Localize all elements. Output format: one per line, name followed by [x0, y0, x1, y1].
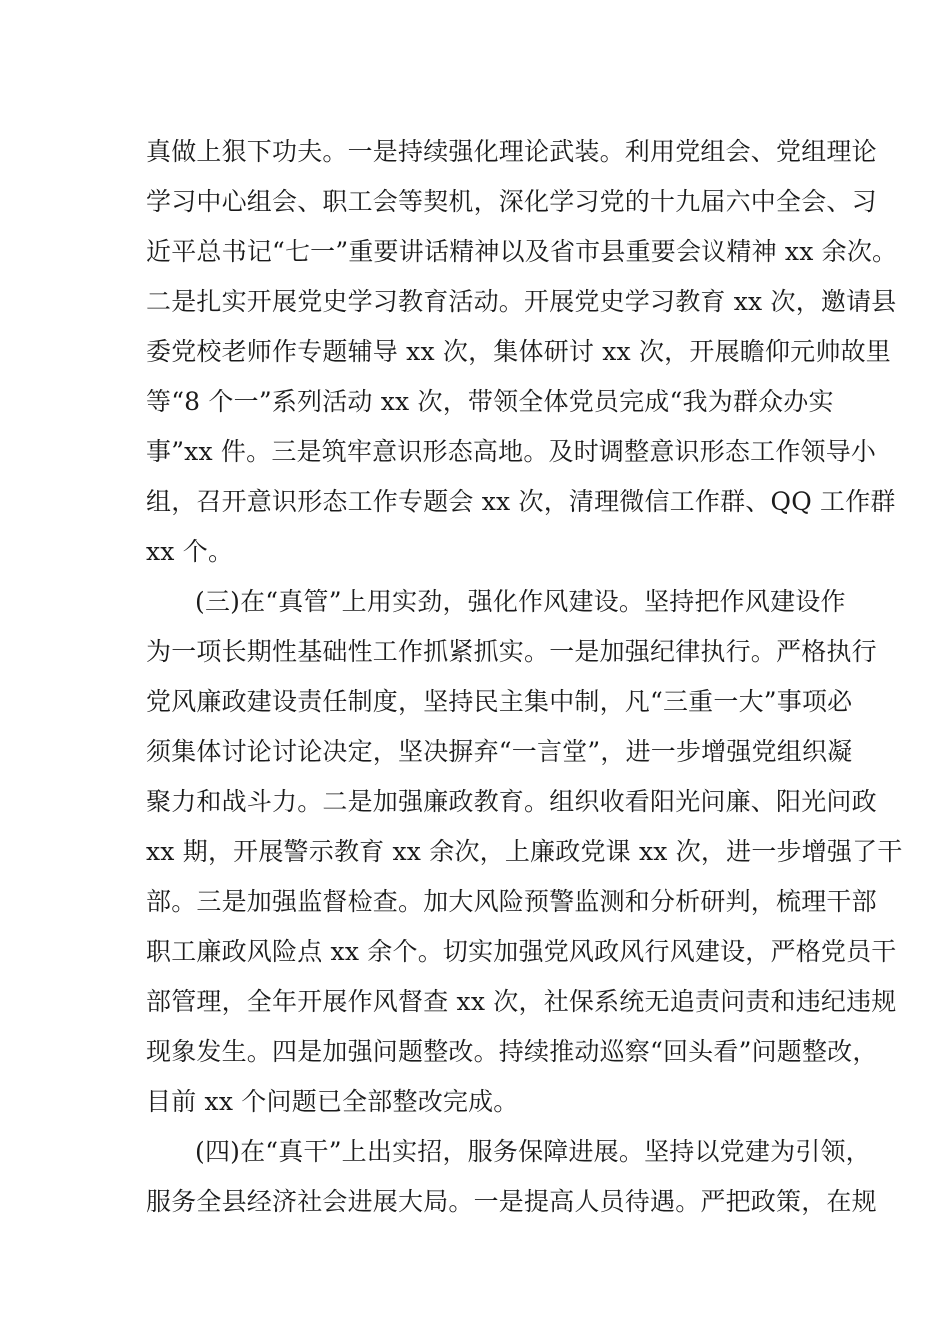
text-line-3: 近平总书记“七一”重要讲话精神以及省市县重要会议精神 xx 余次。 [146, 237, 898, 266]
text-line-13: 须集体讨论讨论决定，坚决摒弃“一言堂”，进一步增强党组织凝 [146, 737, 853, 766]
text-line-6: 等“8 个一”系列活动 xx 次，带领全体党员完成“我为群众办实 [146, 387, 834, 416]
section-heading-4: (四)在“真干”上出实招，服务保障进展。坚持以党建为引领， [195, 1137, 871, 1166]
text-line-22: 服务全县经济社会进展大局。一是提高人员待遇。严把政策，在规 [146, 1187, 877, 1216]
text-line-7: 事”xx 件。三是筑牢意识形态高地。及时调整意识形态工作领导小 [146, 437, 877, 466]
text-line-8: 组，召开意识形态工作专题会 xx 次，清理微信工作群、QQ 工作群 [146, 487, 896, 516]
text-line-16: 部。三是加强监督检查。加大风险预警监测和分析研判，梳理干部 [146, 887, 877, 916]
text-line-20: 目前 xx 个问题已全部整改完成。 [146, 1087, 519, 1116]
text-line-14: 聚力和战斗力。二是加强廉政教育。组织收看阳光问廉、阳光问政 [146, 787, 877, 816]
section-heading-3: (三)在“真管”上用实劲，强化作风建设。坚持把作风建设作 [195, 587, 846, 616]
text-line-4: 二是扎实开展党史学习教育活动。开展党史学习教育 xx 次，邀请县 [146, 287, 897, 316]
text-line-15: xx 期，开展警示教育 xx 余次，上廉政党课 xx 次，进一步增强了干 [146, 837, 903, 866]
text-line-5: 委党校老师作专题辅导 xx 次，集体研讨 xx 次，开展瞻仰元帅故里 [146, 337, 891, 366]
text-line-19: 现象发生。四是加强问题整改。持续推动巡察“回头看”问题整改， [146, 1037, 878, 1066]
text-line-18: 部管理，全年开展作风督查 xx 次，社保系统无追责问责和违纪违规 [146, 987, 897, 1016]
text-line-1: 真做上狠下功夫。一是持续强化理论武装。利用党组会、党组理论 [146, 137, 877, 166]
text-line-11: 为一项长期性基础性工作抓紧抓实。一是加强纪律执行。严格执行 [146, 637, 877, 666]
text-line-17: 职工廉政风险点 xx 余个。切实加强党风政风行风建设，严格党员干 [146, 937, 897, 966]
text-line-2: 学习中心组会、职工会等契机，深化学习党的十九届六中全会、习 [146, 187, 877, 216]
text-line-9: xx 个。 [146, 537, 234, 566]
text-line-12: 党风廉政建设责任制度，坚持民主集中制，凡“三重一大”事项必 [146, 687, 853, 716]
